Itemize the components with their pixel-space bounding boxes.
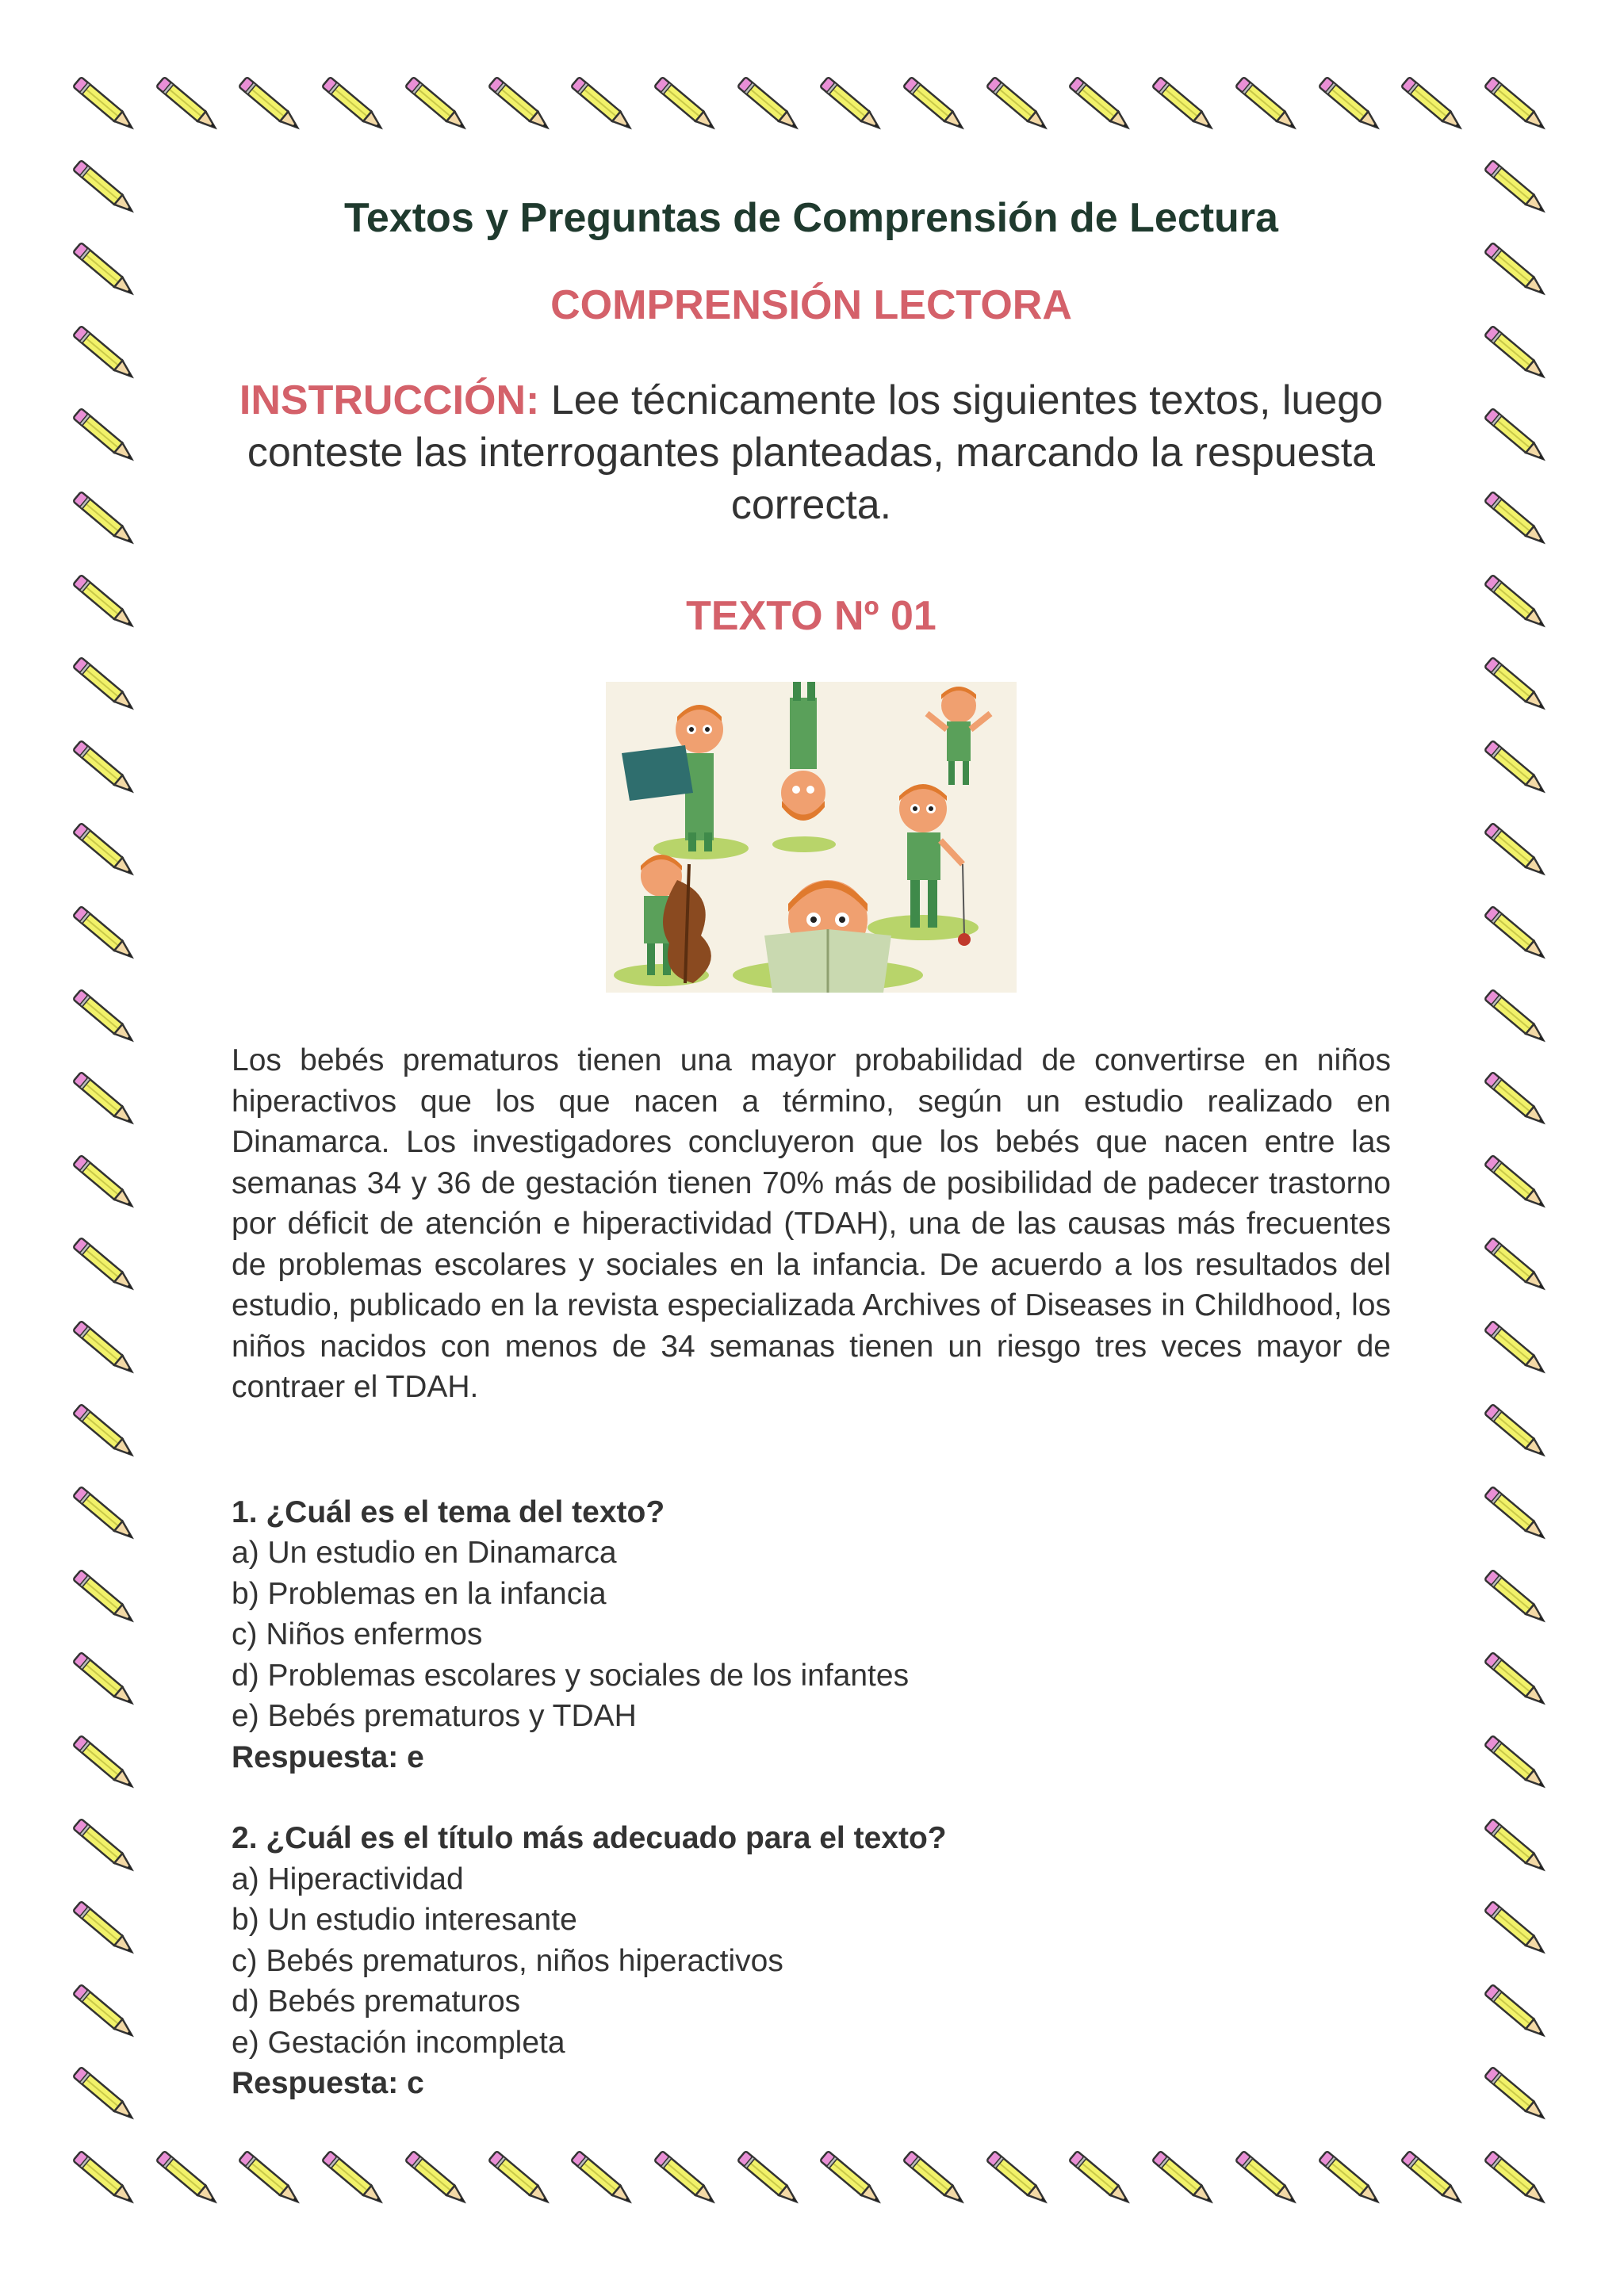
answer-option: d) Problemas escolares y sociales de los infantes <box>232 1658 910 1693</box>
question-title: 1. ¿Cuál es el tema del texto? <box>232 1494 665 1529</box>
pencil-icon <box>399 67 478 146</box>
instruction-paragraph <box>232 374 1391 531</box>
children-activities-illustration <box>606 682 1017 993</box>
pencil-icon <box>1478 481 1557 561</box>
pencil-icon <box>1478 1559 1557 1639</box>
pencil-icon <box>67 1559 146 1639</box>
pencil-icon <box>1478 1725 1557 1804</box>
pencil-icon <box>67 1062 146 1141</box>
pencil-icon <box>814 2141 893 2220</box>
pencil-icon <box>1063 2141 1142 2220</box>
question-2 <box>232 1818 1391 2104</box>
pencil-icon <box>1312 67 1392 146</box>
pencil-icon <box>67 730 146 809</box>
pencil-icon <box>316 67 395 146</box>
pencil-icon <box>232 67 312 146</box>
pencil-icon <box>67 2141 146 2220</box>
pencil-icon <box>67 896 146 975</box>
pencil-icon <box>67 647 146 726</box>
pencil-icon <box>1478 2057 1557 2136</box>
instruction-label: INSTRUCCIÓN: <box>239 377 540 423</box>
pencil-icon <box>565 2141 644 2220</box>
worksheet-content <box>232 190 1391 2104</box>
answer-option: b) Problemas en la infancia <box>232 1576 607 1611</box>
pencil-icon <box>897 2141 976 2220</box>
answer-key: Respuesta: c <box>232 2066 424 2100</box>
pencil-icon <box>67 2057 146 2136</box>
pencil-icon <box>1478 398 1557 477</box>
pencil-icon <box>1478 67 1557 146</box>
pencil-icon <box>648 67 727 146</box>
pencil-icon <box>1478 1891 1557 1970</box>
pencil-icon <box>1229 67 1308 146</box>
answer-option: a) Hiperactividad <box>232 1862 464 1896</box>
instruction-text: Lee técnicamente los siguientes textos, luego conteste las interrogantes planteadas, marcando la respuesta correcta. <box>247 377 1384 528</box>
pencil-icon <box>1312 2141 1392 2220</box>
pencil-icon <box>67 1891 146 1970</box>
pencil-icon <box>565 67 644 146</box>
pencil-icon <box>67 1974 146 2053</box>
answer-option: a) Un estudio en Dinamarca <box>232 1536 617 1570</box>
pencil-icon <box>67 232 146 312</box>
text-number-heading: TEXTO Nº 01 <box>686 593 936 639</box>
pencil-icon <box>67 1311 146 1390</box>
answer-option: e) Gestación incompleta <box>232 2025 565 2060</box>
pencil-icon <box>150 67 229 146</box>
answer-option: d) Bebés prematuros <box>232 1984 521 2019</box>
pencil-icon <box>1478 232 1557 312</box>
pencil-icon <box>1478 647 1557 726</box>
pencil-icon <box>731 2141 810 2220</box>
answer-option: e) Bebés prematuros y TDAH <box>232 1699 637 1733</box>
pencil-icon <box>897 67 976 146</box>
question-title: 2. ¿Cuál es el título más adecuado para el texto? <box>232 1821 947 1855</box>
pencil-icon <box>731 67 810 146</box>
pencil-icon <box>67 1476 146 1556</box>
pencil-icon <box>1478 730 1557 809</box>
pencil-icon <box>67 1808 146 1888</box>
answer-key: Respuesta: e <box>232 1739 424 1774</box>
pencil-icon <box>482 2141 561 2220</box>
pencil-icon <box>316 2141 395 2220</box>
answer-option: c) Bebés prematuros, niños hiperactivos <box>232 1943 783 1978</box>
pencil-icon <box>1229 2141 1308 2220</box>
pencil-icon <box>67 813 146 892</box>
section-subtitle: COMPRENSIÓN LECTORA <box>550 282 1072 328</box>
pencil-icon <box>67 481 146 561</box>
pencil-icon <box>67 150 146 229</box>
pencil-icon <box>399 2141 478 2220</box>
pencil-icon <box>67 1642 146 1721</box>
pencil-icon <box>1478 813 1557 892</box>
pencil-icon <box>1478 564 1557 644</box>
pencil-icon <box>67 1394 146 1473</box>
pencil-icon <box>67 398 146 477</box>
pencil-icon <box>232 2141 312 2220</box>
answer-option: b) Un estudio interesante <box>232 1903 577 1937</box>
pencil-icon <box>1478 1311 1557 1390</box>
pencil-icon <box>67 1227 146 1307</box>
pencil-icon <box>1478 1642 1557 1721</box>
pencil-icon <box>1146 67 1225 146</box>
pencil-icon <box>1478 896 1557 975</box>
pencil-icon <box>814 67 893 146</box>
pencil-icon <box>150 2141 229 2220</box>
pencil-icon <box>1478 1808 1557 1888</box>
pencil-icon <box>1395 67 1474 146</box>
pencil-icon <box>1478 1227 1557 1307</box>
pencil-icon <box>1395 2141 1474 2220</box>
pencil-icon <box>67 316 146 395</box>
pencil-icon <box>67 979 146 1058</box>
pencil-icon <box>1063 67 1142 146</box>
pencil-icon <box>1478 316 1557 395</box>
pencil-icon <box>67 1725 146 1804</box>
pencil-icon <box>980 2141 1059 2220</box>
pencil-icon <box>648 2141 727 2220</box>
pencil-icon <box>1478 1476 1557 1556</box>
pencil-icon <box>67 1145 146 1224</box>
pencil-icon <box>1478 1394 1557 1473</box>
pencil-icon <box>67 564 146 644</box>
pencil-icon <box>1478 1062 1557 1141</box>
pencil-icon <box>1146 2141 1225 2220</box>
pencil-icon <box>67 67 146 146</box>
answer-option: c) Niños enfermos <box>232 1617 483 1651</box>
page-title: Textos y Preguntas de Comprensión de Lectura <box>344 195 1278 241</box>
reading-passage: Los bebés prematuros tienen una mayor probabilidad de convertirse en niños hiperactivos que los que nacen a término, según un estudio realizado en Dinamarca. Los investigadores concluyeron que los bebés que nacen entre las semanas 34 y 36 de gestación tienen 70% más de posibilidad de padecer trastorno por déficit de atención e hiperactividad (TDAH), una de las causas más frecuentes de problemas escolares y sociales en la infancia. De acuerdo a los resultados del estudio, publicado en la revista especializada Archives of Diseases in Childhood, los niños nacidos con menos de 34 semanas tienen un riesgo tres veces mayor de contraer el TDAH. <box>232 1043 1391 1404</box>
pencil-icon <box>1478 2141 1557 2220</box>
pencil-icon <box>1478 150 1557 229</box>
pencil-icon <box>1478 979 1557 1058</box>
pencil-icon <box>1478 1974 1557 2053</box>
pencil-icon <box>1478 1145 1557 1224</box>
pencil-icon <box>482 67 561 146</box>
pencil-icon <box>980 67 1059 146</box>
question-1 <box>232 1492 1391 1778</box>
